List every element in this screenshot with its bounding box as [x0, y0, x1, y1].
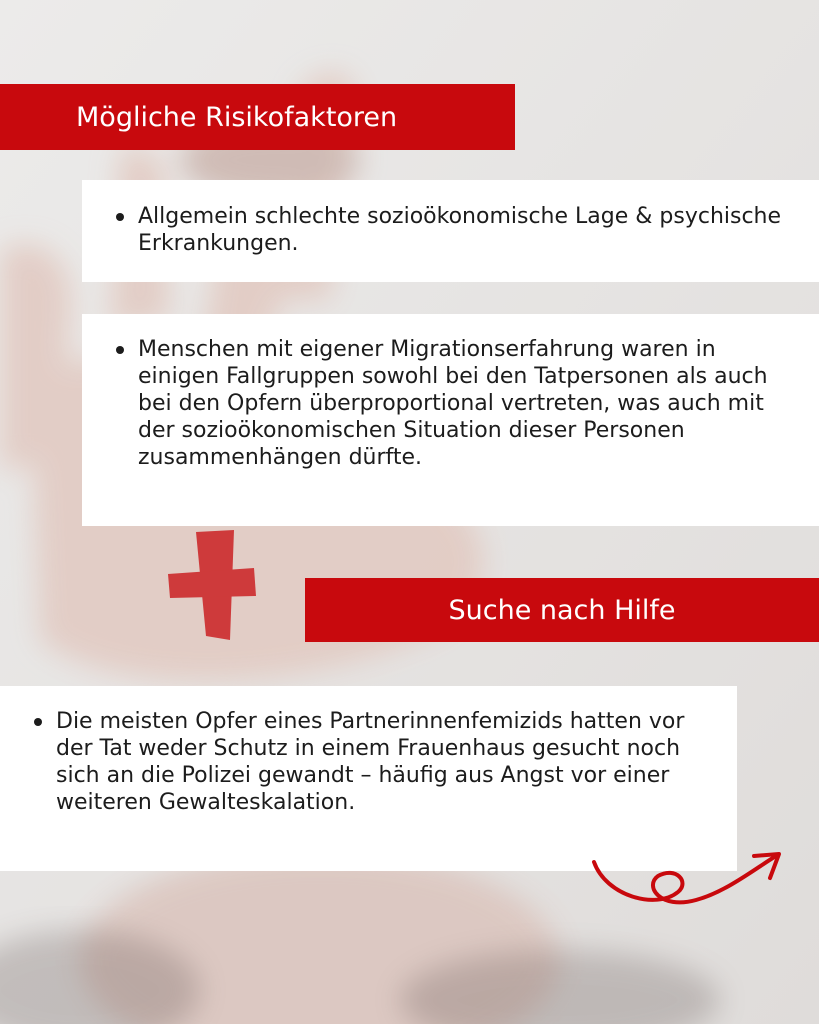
list-item-text: Allgemein schlechte sozioökonomische Lage & psychische Erkrankungen.: [138, 204, 782, 256]
bullet-dot-icon: [116, 213, 124, 221]
heading-text: Suche nach Hilfe: [448, 594, 676, 626]
section-heading-seeking-help: [305, 578, 819, 642]
info-card: [82, 314, 819, 526]
heading-text: Mögliche Risikofaktoren: [76, 101, 398, 133]
info-card: [82, 180, 819, 282]
swirl-arrow-icon: [586, 848, 786, 928]
bullet-dot-icon: [116, 346, 124, 354]
list-item-text: Die meisten Opfer eines Partnerinnenfemizids hatten vor der Tat weder Schutz in einem Frauenhaus gesucht noch sich an die Polizei gewandt – häufig aus Angst vor einer weiteren Gewalteskalation.: [56, 709, 685, 815]
bullet-dot-icon: [34, 718, 42, 726]
list-item-text: Menschen mit eigener Migrationserfahrung waren in einigen Fallgruppen sowohl bei den Tatpersonen als auch bei den Opfern überproportional vertreten, was auch mit der sozioökonomischen Situation dieser Personen zusammenhängen dürfte.: [138, 337, 768, 470]
list-item: [138, 203, 799, 257]
list-item: [56, 708, 717, 816]
section-heading-risk-factors: [0, 84, 515, 150]
list-item: [138, 336, 799, 471]
info-card: [0, 686, 737, 871]
